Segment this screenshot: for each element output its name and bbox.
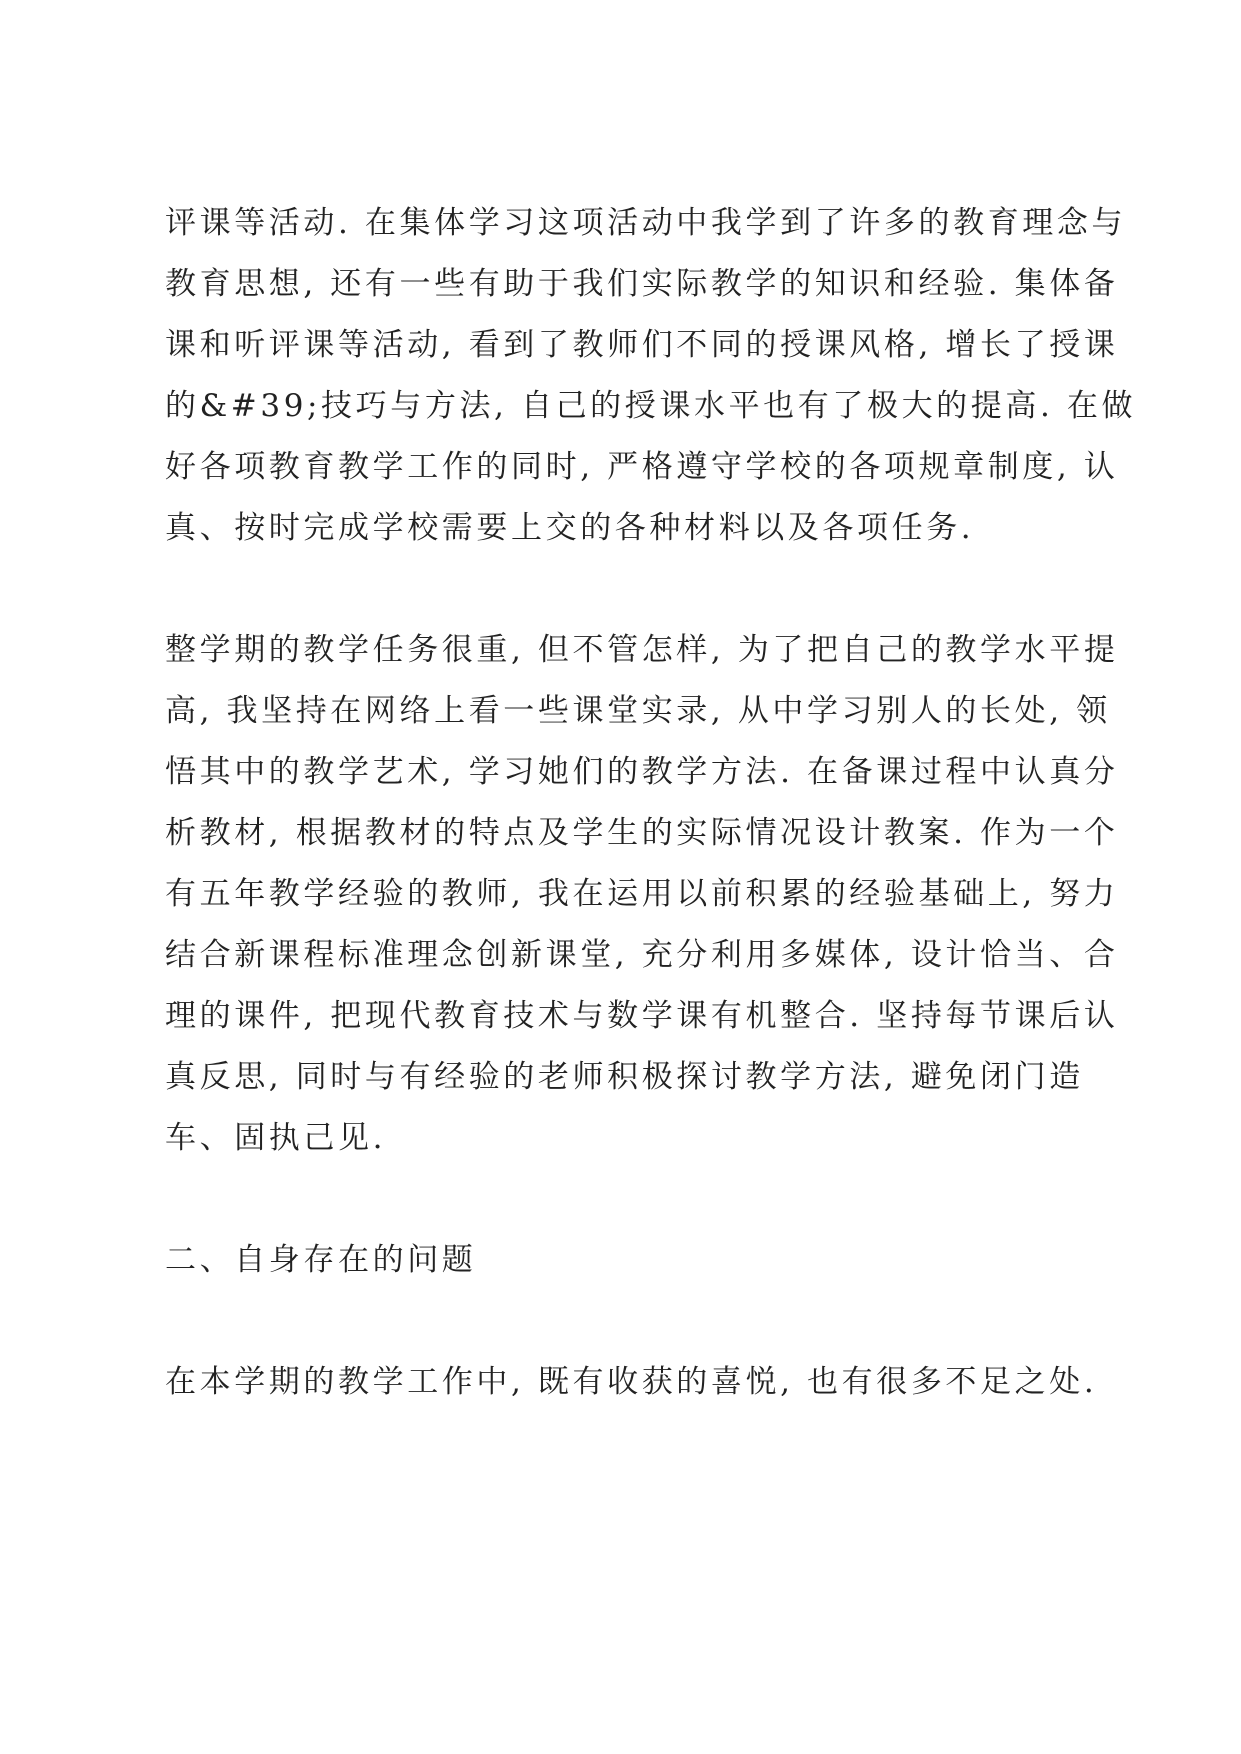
text-line: 析教材, 根据教材的特点及学生的实际情况设计教案. 作为一个 (165, 815, 1119, 851)
text-line: 有五年教学经验的教师, 我在运用以前积累的经验基础上, 努力 (165, 876, 1119, 912)
text-line: 高, 我坚持在网络上看一些课堂实录, 从中学习别人的长处, 领 (165, 693, 1111, 729)
text-line: 好各项教育教学工作的同时, 严格遵守学校的各项规章制度, 认 (165, 449, 1119, 485)
text-line: 课和听评课等活动, 看到了教师们不同的授课风格, 增长了授课 (165, 327, 1119, 363)
section-heading-text: 二、自身存在的问题 (165, 1242, 477, 1278)
text-line: 车、固执己见. (165, 1120, 387, 1156)
text-line: 的&#39;技巧与方法, 自己的授课水平也有了极大的提高. 在做 (165, 388, 1137, 424)
text-line: 评课等活动. 在集体学习这项活动中我学到了许多的教育理念与 (165, 205, 1127, 241)
text-line: 真、按时完成学校需要上交的各种材料以及各项任务. (165, 510, 975, 546)
text-line: 悟其中的教学艺术, 学习她们的教学方法. 在备课过程中认真分 (165, 754, 1119, 790)
text-line: 真反思, 同时与有经验的老师积极探讨教学方法, 避免闭门造 (165, 1059, 1084, 1095)
text-line: 在本学期的教学工作中, 既有收获的喜悦, 也有很多不足之处. (165, 1364, 1098, 1400)
text-line: 理的课件, 把现代教育技术与数学课有机整合. 坚持每节课后认 (165, 998, 1119, 1034)
text-line: 整学期的教学任务很重, 但不管怎样, 为了把自己的教学水平提 (165, 632, 1119, 668)
text-line: 教育思想, 还有一些有助于我们实际教学的知识和经验. 集体备 (165, 266, 1119, 302)
text-line: 结合新课程标准理念创新课堂, 充分利用多媒体, 设计恰当、合 (165, 937, 1119, 973)
